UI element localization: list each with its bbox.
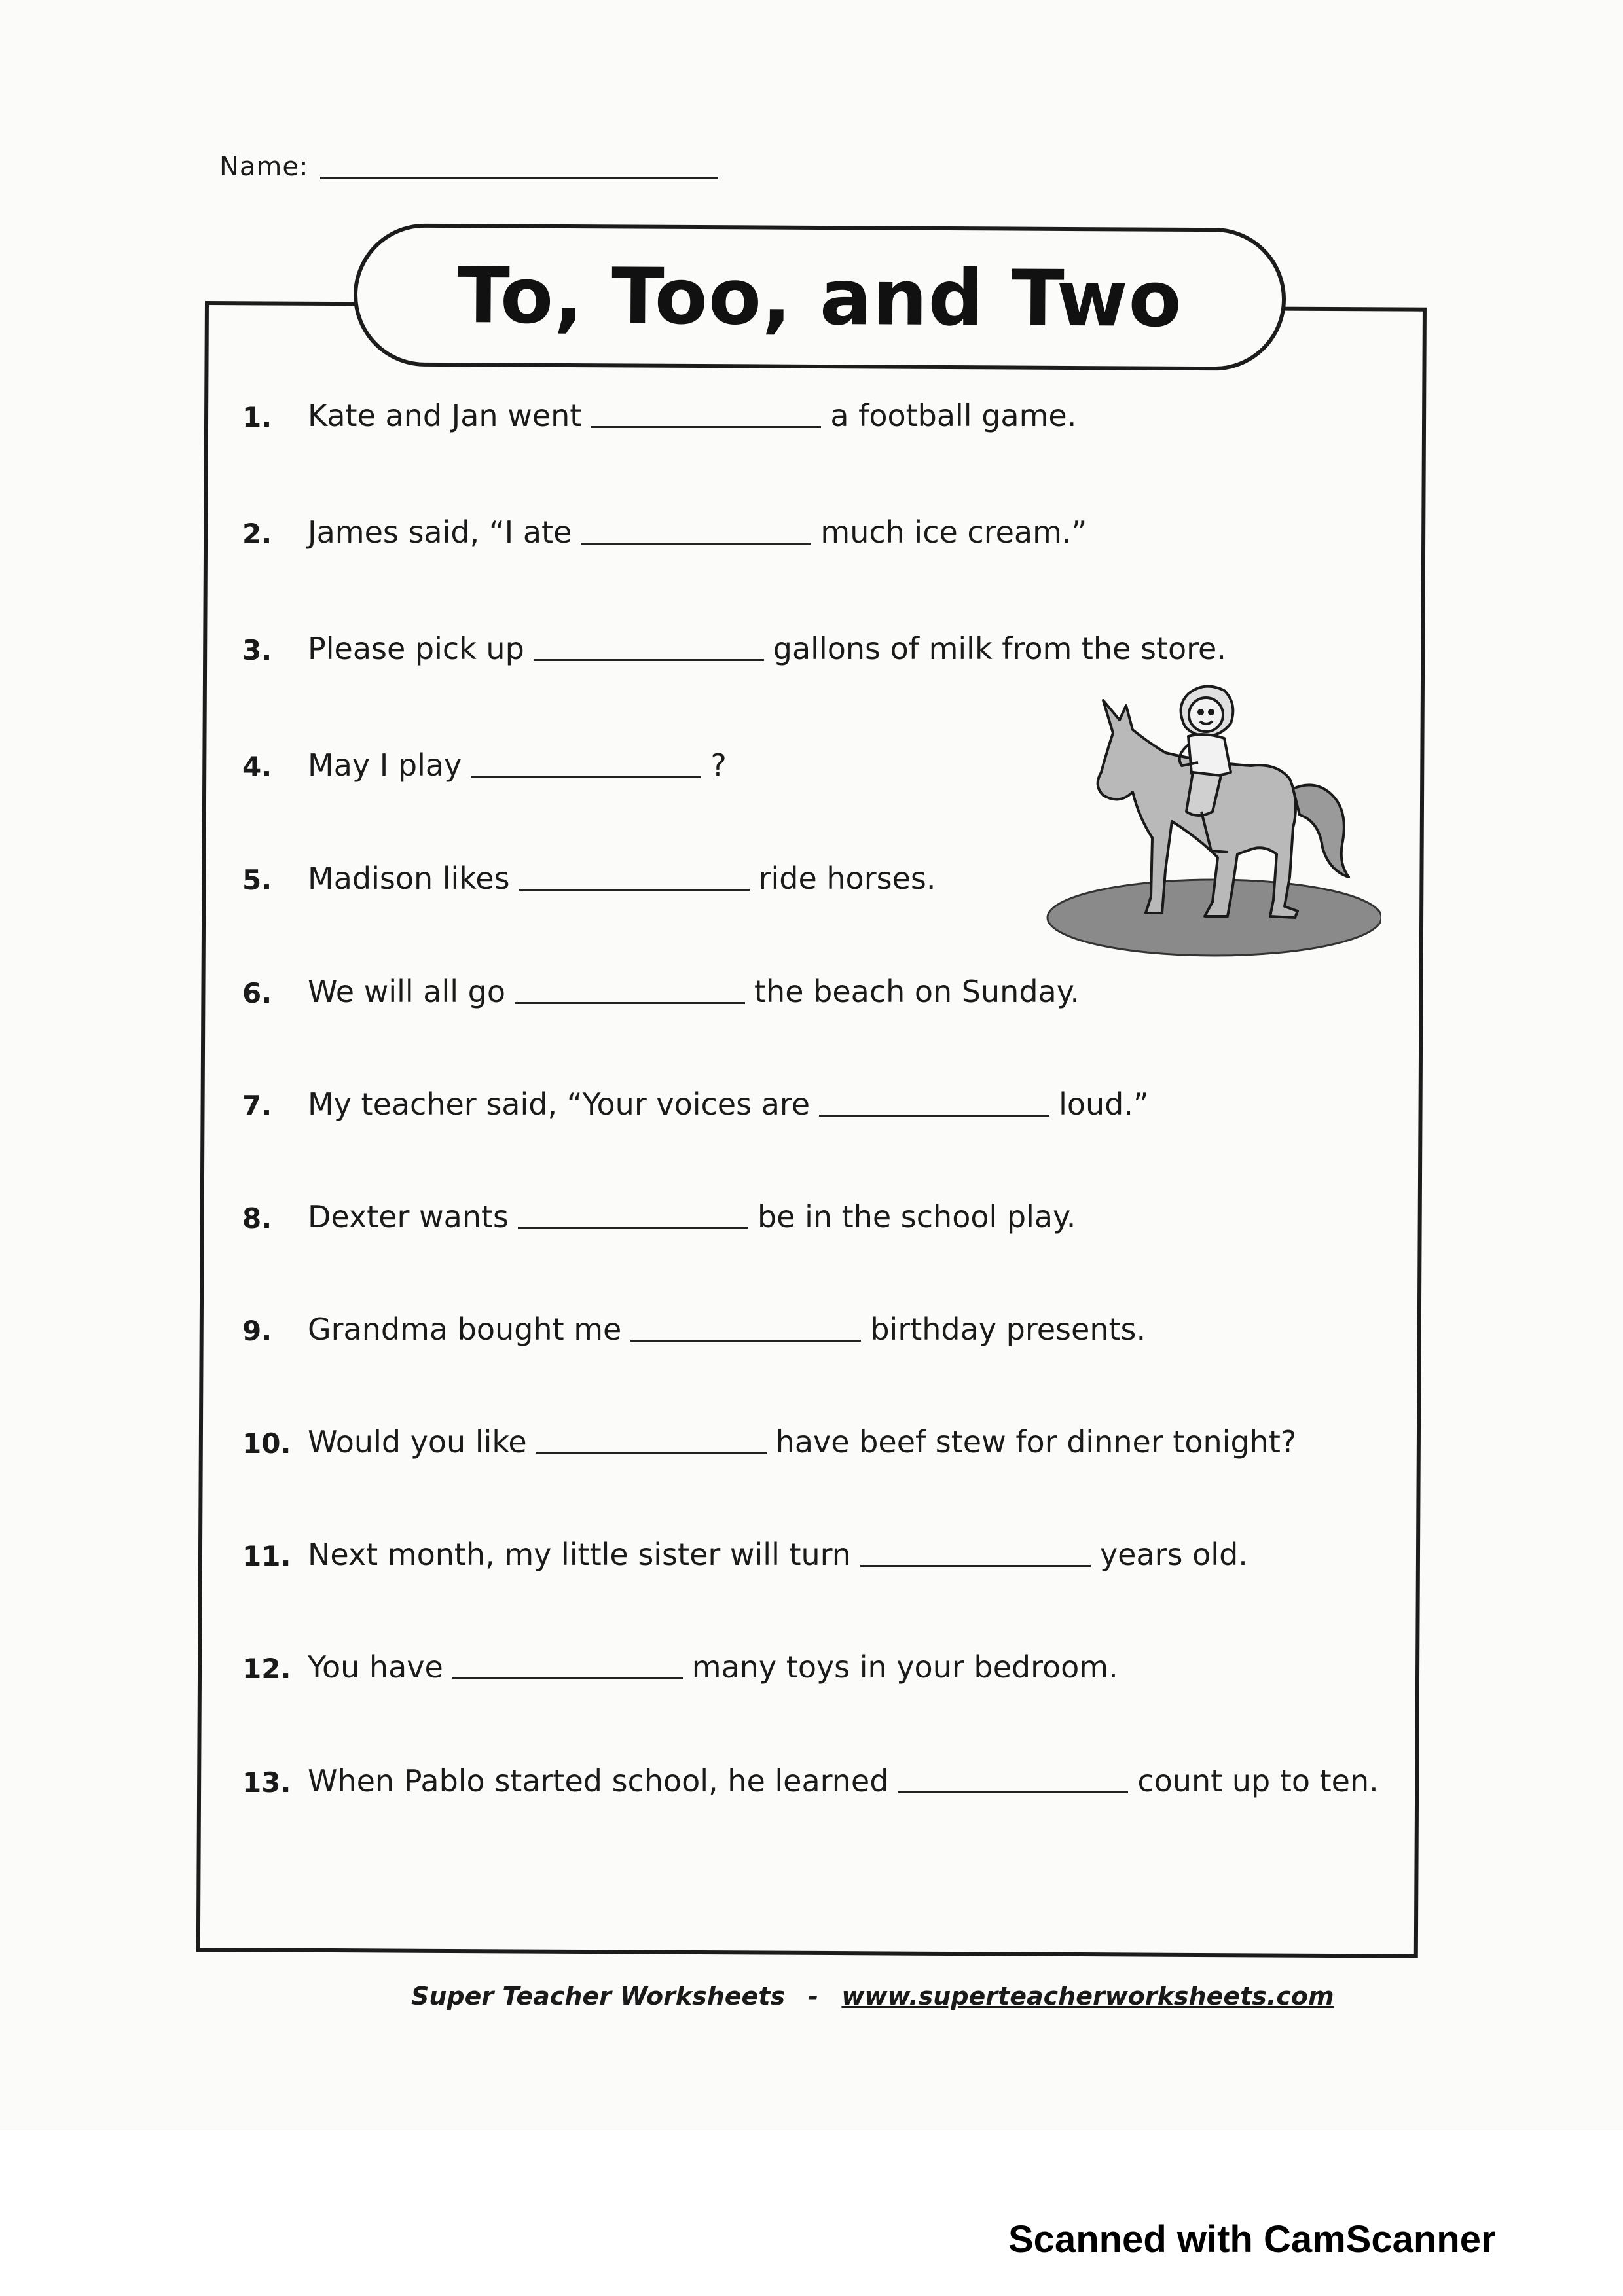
question-12 [242,1649,1118,1685]
question-text-after: a football game. [830,398,1077,433]
answer-blank [819,1115,1049,1117]
question-number: 6. [242,977,272,1009]
name-field [219,152,718,182]
question-text-before: Would you like [308,1424,527,1460]
footer-brand: Super Teacher Worksheets [411,1982,786,2011]
scan-margin [0,2130,1623,2296]
answer-blank [630,1340,861,1342]
question-text-after: ride horses. [758,861,936,896]
question-text-after: loud.” [1059,1086,1149,1122]
question-text-before: Please pick up [308,631,524,666]
answer-blank [519,889,750,891]
question-number: 4. [242,751,272,783]
answer-blank [515,1002,745,1004]
question-text-before: When Pablo started school, he learned [308,1763,889,1799]
page-title: To, Too, and Two [456,250,1183,344]
question-number: 7. [242,1090,272,1122]
question-13 [242,1763,1379,1799]
question-number: 12. [242,1653,291,1685]
question-text-before: We will all go [308,974,506,1009]
answer-blank [518,1227,748,1229]
answer-blank [581,543,811,545]
question-number: 13. [242,1767,291,1799]
question-text-before: Grandma bought me [308,1312,622,1347]
question-text-before: Dexter wants [308,1199,509,1234]
question-text-after: gallons of milk from the store. [773,631,1226,666]
scanner-watermark: Scanned with CamScanner [1008,2218,1496,2261]
answer-blank [860,1565,1091,1567]
girl-riding-horse-illustration [1041,681,1381,969]
question-3 [242,631,1226,666]
question-11 [242,1537,1248,1572]
question-text-after: many toys in your bedroom. [691,1649,1118,1685]
answer-blank [536,1452,767,1454]
question-number: 10. [242,1427,291,1460]
question-text-before: Next month, my little sister will turn [308,1537,851,1572]
question-number: 9. [242,1315,272,1347]
question-text-after: ? [710,747,727,783]
title-banner [353,223,1286,370]
footer-url-link[interactable]: www.superteacherworksheets.com [841,1982,1334,2011]
question-number: 3. [242,634,272,666]
question-4 [242,747,727,783]
question-text-after: birthday presents. [870,1312,1146,1347]
answer-blank [471,776,701,778]
question-text-after: much ice cream.” [820,514,1087,550]
question-6 [242,974,1080,1009]
question-8 [242,1199,1076,1234]
question-number: 5. [242,864,272,896]
question-7 [242,1086,1149,1122]
question-number: 1. [242,401,272,433]
question-9 [242,1312,1146,1347]
question-2 [242,514,1087,550]
name-label: Name: [219,152,309,182]
answer-blank [534,659,764,661]
question-text-before: Madison likes [308,861,510,896]
question-text-after: be in the school play. [757,1199,1076,1234]
name-blank-line [320,177,718,179]
answer-blank [898,1791,1128,1793]
question-1 [242,398,1076,433]
question-text-after: count up to ten. [1137,1763,1379,1799]
question-text-after: the beach on Sunday. [754,974,1080,1009]
answer-blank [591,426,821,428]
footer-separator: - [808,1982,819,2011]
answer-blank [452,1677,683,1679]
question-text-before: My teacher said, “Your voices are [308,1086,811,1122]
question-number: 11. [242,1540,291,1572]
question-number: 8. [242,1202,272,1234]
question-text-before: James said, “I ate [308,514,572,550]
question-text-before: May I play [308,747,462,783]
question-text-after: years old. [1099,1537,1248,1572]
question-5 [242,861,936,896]
question-number: 2. [242,518,272,550]
question-text-before: Kate and Jan went [308,398,582,433]
question-10 [242,1424,1296,1460]
footer-credit [411,1982,1334,2011]
question-text-before: You have [308,1649,443,1685]
question-text-after: have beef stew for dinner tonight? [775,1424,1297,1460]
